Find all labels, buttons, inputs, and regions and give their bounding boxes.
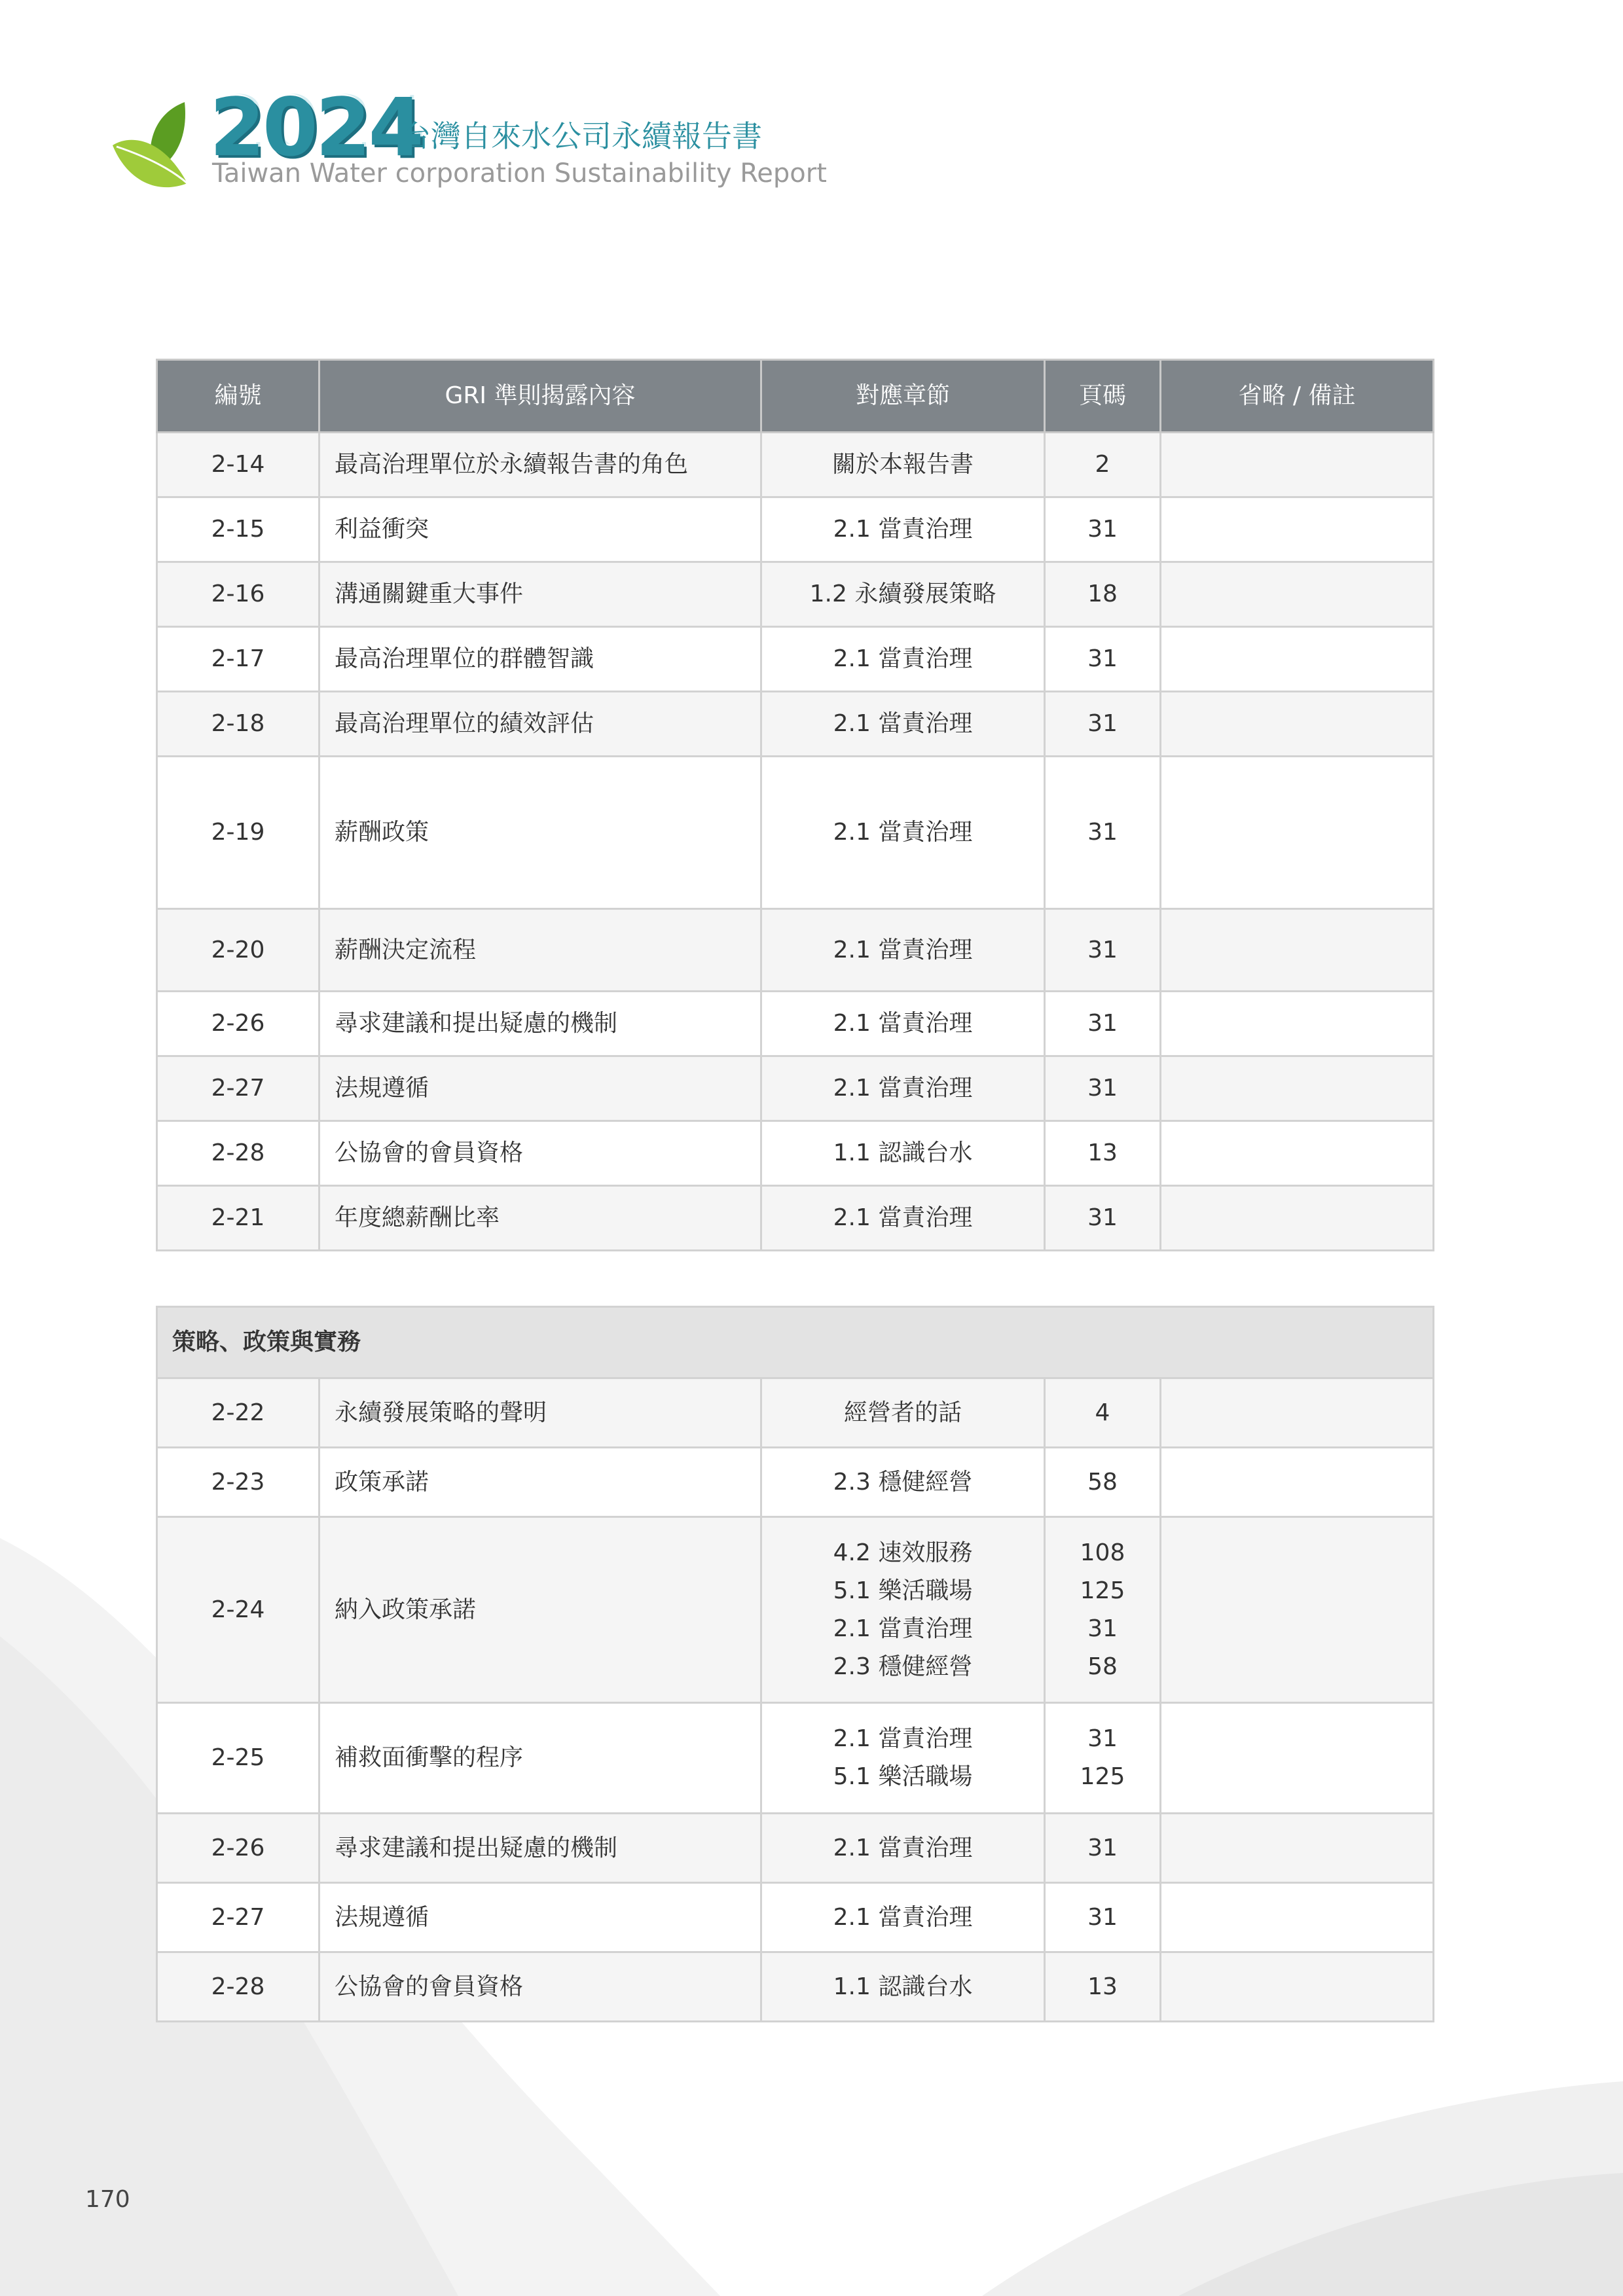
page-item: 13: [1087, 1973, 1118, 2000]
page-reference: [1045, 909, 1161, 992]
remarks-cell: [1161, 1056, 1434, 1121]
chapter-item: 5.1 樂活職場: [833, 1577, 973, 1604]
page-item: 125: [1080, 1577, 1125, 1604]
chapter-item: 2.1 當責治理: [833, 1615, 973, 1642]
page-item: 31: [1087, 1725, 1118, 1752]
chapter-reference: [761, 1448, 1045, 1517]
page-reference: [1045, 1517, 1161, 1703]
table-row: [157, 692, 1434, 757]
page-reference: [1045, 1378, 1161, 1448]
page-item: 31: [1087, 936, 1118, 963]
chapter-item: 2.1 當責治理: [833, 1075, 973, 1102]
disclosure-code: 2-16: [157, 562, 319, 627]
disclosure-code: 2-23: [157, 1448, 319, 1517]
disclosure-description: 尋求建議和提出疑慮的機制: [319, 1814, 761, 1883]
page-reference: [1045, 1814, 1161, 1883]
remarks-cell: [1161, 1378, 1434, 1448]
report-header: [111, 79, 831, 203]
remarks-cell: [1161, 1186, 1434, 1251]
page-item: 125: [1080, 1763, 1125, 1790]
column-header-page: 頁碼: [1045, 360, 1161, 433]
chapter-item: 2.1 當責治理: [833, 645, 973, 672]
remarks-cell: [1161, 1448, 1434, 1517]
chapter-item: 1.1 認識台水: [833, 1973, 973, 2000]
chapter-item: 2.1 當責治理: [833, 936, 973, 963]
disclosure-code: 2-18: [157, 692, 319, 757]
page-reference: [1045, 1186, 1161, 1251]
page-reference: [1045, 1121, 1161, 1186]
page-reference: [1045, 433, 1161, 497]
page-reference: [1045, 562, 1161, 627]
disclosure-code: 2-26: [157, 992, 319, 1056]
page-item: 31: [1087, 1075, 1118, 1102]
chapter-reference: [761, 497, 1045, 562]
disclosure-code: 2-17: [157, 627, 319, 692]
leaf-logo-icon: [111, 99, 196, 198]
chapter-item: 2.1 當責治理: [833, 1903, 973, 1931]
chapter-item: 4.2 速效服務: [833, 1539, 973, 1566]
disclosure-description: 薪酬決定流程: [319, 909, 761, 992]
gri-strategy-table: [156, 1306, 1434, 2022]
remarks-cell: [1161, 1952, 1434, 2022]
table-row: [157, 433, 1434, 497]
chapter-item: 1.1 認識台水: [833, 1139, 973, 1166]
page-item: 31: [1087, 1615, 1118, 1642]
page-item: 58: [1087, 1653, 1118, 1680]
page-reference: [1045, 1703, 1161, 1814]
table-row: [157, 1056, 1434, 1121]
disclosure-description: 法規遵循: [319, 1056, 761, 1121]
table-row: [157, 1186, 1434, 1251]
page-reference: [1045, 1883, 1161, 1952]
remarks-cell: [1161, 1703, 1434, 1814]
disclosure-description: 尋求建議和提出疑慮的機制: [319, 992, 761, 1056]
table-row: [157, 757, 1434, 909]
disclosure-code: 2-15: [157, 497, 319, 562]
section-title: 策略、政策與實務: [157, 1307, 1434, 1378]
disclosure-description: 永續發展策略的聲明: [319, 1378, 761, 1448]
chapter-item: 1.2 永續發展策略: [809, 581, 996, 607]
page-reference: [1045, 1448, 1161, 1517]
chapter-reference: [761, 1883, 1045, 1952]
chapter-item: 2.1 當責治理: [833, 710, 973, 737]
page-item: 31: [1087, 819, 1118, 846]
chapter-item: 2.1 當責治理: [833, 516, 973, 543]
page-item: 31: [1087, 1010, 1118, 1037]
chapter-reference: [761, 1814, 1045, 1883]
remarks-cell: [1161, 909, 1434, 992]
column-header-disclosure: GRI 準則揭露內容: [319, 360, 761, 433]
remarks-cell: [1161, 627, 1434, 692]
disclosure-code: 2-27: [157, 1056, 319, 1121]
remarks-cell: [1161, 1883, 1434, 1952]
table-row: [157, 1814, 1434, 1883]
table-header-row: [157, 360, 1434, 433]
disclosure-code: 2-22: [157, 1378, 319, 1448]
table-row: [157, 1378, 1434, 1448]
column-header-remarks: 省略 / 備註: [1161, 360, 1434, 433]
disclosure-description: 溝通關鍵重大事件: [319, 562, 761, 627]
remarks-cell: [1161, 757, 1434, 909]
page-item: 13: [1087, 1139, 1118, 1166]
page-item: 31: [1087, 1903, 1118, 1931]
remarks-cell: [1161, 433, 1434, 497]
page-item: 108: [1080, 1539, 1125, 1566]
report-year: 2024: [210, 81, 422, 174]
chapter-item: 2.1 當責治理: [833, 819, 973, 846]
chapter-reference: [761, 1121, 1045, 1186]
chapter-reference: [761, 1952, 1045, 2022]
remarks-cell: [1161, 1814, 1434, 1883]
disclosure-description: 最高治理單位的績效評估: [319, 692, 761, 757]
table-row: [157, 1952, 1434, 2022]
remarks-cell: [1161, 992, 1434, 1056]
column-header-code: 編號: [157, 360, 319, 433]
chapter-reference: [761, 992, 1045, 1056]
disclosure-code: 2-25: [157, 1703, 319, 1814]
page-item: 4: [1095, 1399, 1110, 1426]
remarks-cell: [1161, 562, 1434, 627]
disclosure-code: 2-20: [157, 909, 319, 992]
page-reference: [1045, 1952, 1161, 2022]
page-item: 31: [1087, 1204, 1118, 1231]
page-item: 58: [1087, 1468, 1118, 1496]
page-reference: [1045, 1056, 1161, 1121]
table-row: [157, 1883, 1434, 1952]
chapter-item: 5.1 樂活職場: [833, 1763, 973, 1790]
disclosure-description: 納入政策承諾: [319, 1517, 761, 1703]
table-row: [157, 562, 1434, 627]
chapter-reference: [761, 692, 1045, 757]
column-header-chapter: 對應章節: [761, 360, 1045, 433]
chapter-reference: [761, 1517, 1045, 1703]
disclosure-code: 2-27: [157, 1883, 319, 1952]
table-row: [157, 992, 1434, 1056]
chapter-reference: [761, 1186, 1045, 1251]
chapter-item: 2.1 當責治理: [833, 1204, 973, 1231]
report-title-english: Taiwan Water corporation Sustainability Report: [212, 158, 827, 188]
remarks-cell: [1161, 1517, 1434, 1703]
disclosure-code: 2-14: [157, 433, 319, 497]
disclosure-description: 薪酬政策: [319, 757, 761, 909]
remarks-cell: [1161, 1121, 1434, 1186]
page-item: 2: [1095, 451, 1110, 478]
page-item: 18: [1087, 581, 1118, 607]
table-row: [157, 1121, 1434, 1186]
disclosure-description: 法規遵循: [319, 1883, 761, 1952]
disclosure-code: 2-28: [157, 1121, 319, 1186]
page-item: 31: [1087, 645, 1118, 672]
chapter-reference: [761, 757, 1045, 909]
table-row: [157, 627, 1434, 692]
chapter-reference: [761, 433, 1045, 497]
disclosure-code: 2-28: [157, 1952, 319, 2022]
table-row: [157, 1703, 1434, 1814]
disclosure-description: 年度總薪酬比率: [319, 1186, 761, 1251]
chapter-item: 2.1 當責治理: [833, 1725, 973, 1752]
chapter-reference: [761, 1378, 1045, 1448]
disclosure-code: 2-26: [157, 1814, 319, 1883]
report-title-chinese: 台灣自來水公司永續報告書: [401, 118, 762, 154]
chapter-item: 關於本報告書: [831, 451, 974, 478]
gri-disclosure-table: [156, 359, 1434, 1251]
chapter-item: 2.3 穩健經營: [833, 1653, 973, 1680]
disclosure-description: 公協會的會員資格: [319, 1952, 761, 2022]
chapter-reference: [761, 627, 1045, 692]
chapter-item: 2.1 當責治理: [833, 1834, 973, 1861]
chapter-item: 經營者的話: [843, 1399, 962, 1426]
page-reference: [1045, 692, 1161, 757]
disclosure-description: 補救面衝擊的程序: [319, 1703, 761, 1814]
table-row: [157, 1517, 1434, 1703]
page-reference: [1045, 627, 1161, 692]
disclosure-code: 2-24: [157, 1517, 319, 1703]
page-reference: [1045, 992, 1161, 1056]
page-item: 31: [1087, 516, 1118, 543]
table-row: [157, 909, 1434, 992]
remarks-cell: [1161, 497, 1434, 562]
disclosure-description: 公協會的會員資格: [319, 1121, 761, 1186]
page-number: 170: [85, 2186, 130, 2213]
page-reference: [1045, 497, 1161, 562]
disclosure-description: 最高治理單位於永續報告書的角色: [319, 433, 761, 497]
table-row: [157, 1448, 1434, 1517]
disclosure-description: 最高治理單位的群體智識: [319, 627, 761, 692]
disclosure-description: 政策承諾: [319, 1448, 761, 1517]
table-row: [157, 497, 1434, 562]
chapter-reference: [761, 1056, 1045, 1121]
disclosure-code: 2-19: [157, 757, 319, 909]
remarks-cell: [1161, 692, 1434, 757]
disclosure-code: 2-21: [157, 1186, 319, 1251]
disclosure-description: 利益衝突: [319, 497, 761, 562]
chapter-reference: [761, 909, 1045, 992]
page-reference: [1045, 757, 1161, 909]
chapter-reference: [761, 1703, 1045, 1814]
page-item: 31: [1087, 710, 1118, 737]
chapter-item: 2.3 穩健經營: [833, 1468, 973, 1496]
page-item: 31: [1087, 1834, 1118, 1861]
section-header-row: [157, 1307, 1434, 1378]
chapter-reference: [761, 562, 1045, 627]
chapter-item: 2.1 當責治理: [833, 1010, 973, 1037]
